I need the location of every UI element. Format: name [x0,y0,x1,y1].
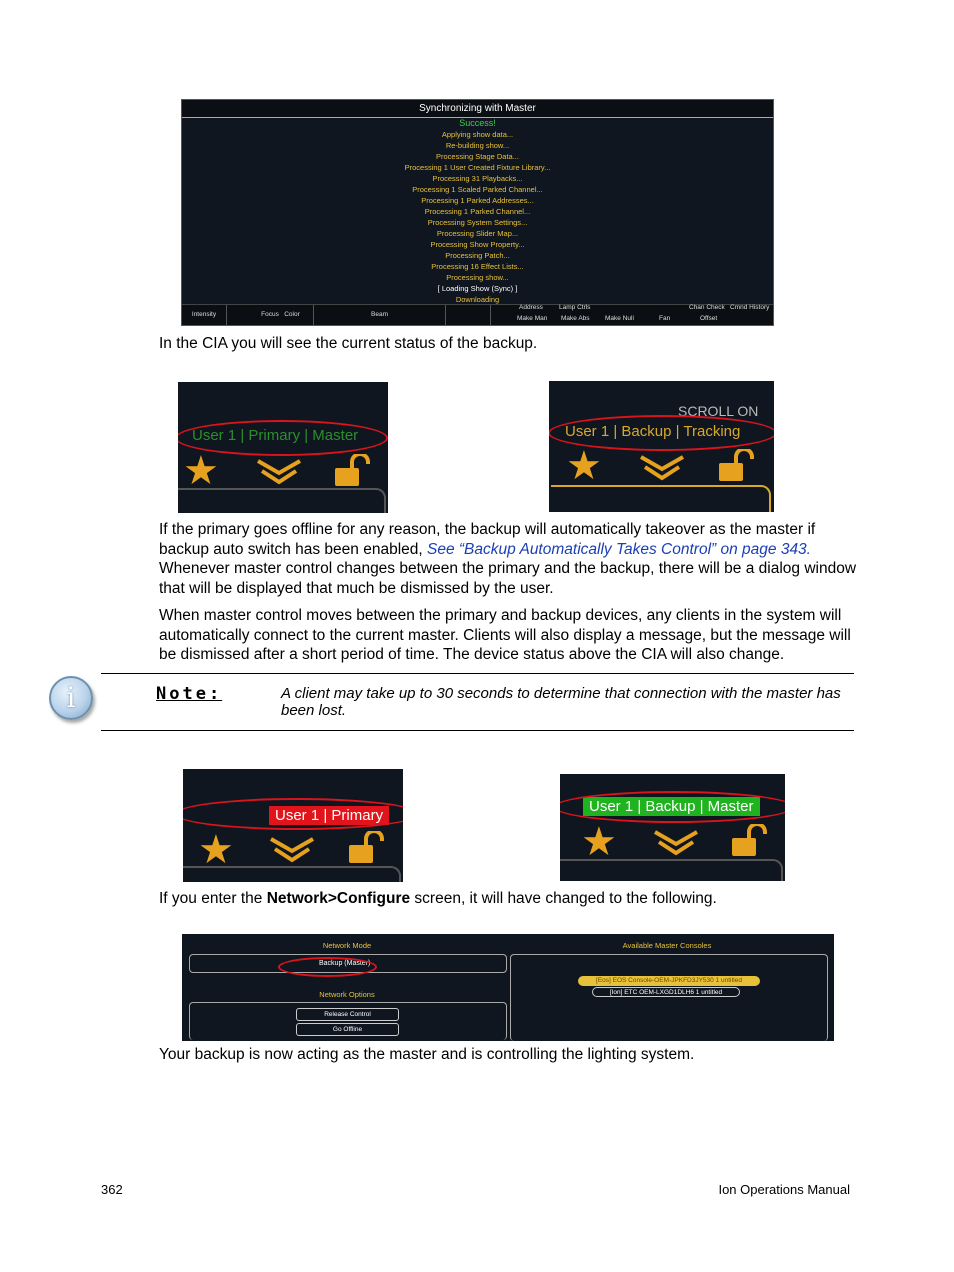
note-bottom-rule [101,730,854,731]
chevron-down-icon[interactable] [269,835,315,865]
highlight-oval [278,957,377,977]
sync-line: Processing 1 Parked Addresses... [421,196,534,205]
softkey-lamp-ctrls[interactable]: Lamp Ctrls [559,304,591,311]
cia-primary-after-panel [183,769,403,882]
sync-line: Processing System Settings... [427,218,528,227]
release-control-button[interactable]: Release Control [296,1008,399,1021]
para-text: Whenever master control changes between the primary and the backup, there will be a dialog window that will be displayed that much be dismissed by the user. [159,560,857,597]
sync-line: Re-building show... [445,141,510,150]
softkey-blank[interactable] [446,305,491,325]
scroll-on-indicator: SCROLL ON [678,403,759,419]
network-mode-label: Network Mode [322,941,372,950]
paragraph-network-configure [159,889,859,909]
star-icon[interactable]: ★ [566,444,602,488]
softkey-make-abs[interactable]: Make Abs [561,315,590,322]
highlight-oval [560,791,785,823]
softkey-color[interactable]: Color [271,305,314,325]
cia-frame [560,859,783,881]
network-mode-value: Backup (Master) [319,960,371,967]
go-offline-button[interactable]: Go Offline [296,1023,399,1036]
cia-frame [183,866,401,882]
sync-line: Processing 31 Playbacks... [432,174,523,183]
sync-line: Processing show... [446,273,509,282]
sync-line: Processing Show Property... [430,240,525,249]
sync-window-title: Synchronizing with Master [182,100,773,118]
sync-line: Processing Stage Data... [436,152,519,161]
unlock-icon[interactable] [717,449,759,483]
chevron-down-icon[interactable] [256,457,302,487]
note-text: A client may take up to 30 seconds to determine that connection with the master has been lost. [281,685,841,719]
cia-backup-status-panel [549,381,774,512]
sync-window-screenshot [181,99,774,326]
sync-line: Applying show data... [441,130,514,139]
chevron-down-icon[interactable] [653,828,699,858]
cia-status-text: User 1 | Backup | Tracking [565,423,741,440]
console-item-selected[interactable]: [Eos] EOS Console-OEM-JPKFD3JY530 1 untitled [578,976,760,986]
unlock-icon[interactable] [333,454,375,488]
softkey-intensity[interactable]: Intensity [182,305,227,325]
network-configure-screenshot [182,934,834,1041]
sync-bottom-bar [182,304,773,325]
softkey-offset[interactable]: Offset [700,315,718,322]
manual-title: Ion Operations Manual [718,1182,850,1197]
network-options-label: Network Options [319,990,375,999]
cross-reference-link[interactable]: See “Backup Automatically Takes Control” on page 343. [427,540,811,558]
highlight-oval [183,798,403,830]
paragraph-primary-offline [159,520,859,598]
cia-status-text: User 1 | Backup | Master [583,797,760,816]
sync-line: Processing Slider Map... [436,229,519,238]
sync-line: Success! [459,118,496,128]
page-number: 362 [101,1182,123,1197]
unlock-icon[interactable] [347,831,389,865]
softkey-make-man[interactable]: Make Man [517,315,548,322]
chevron-down-icon[interactable] [639,453,685,483]
sync-line: Processing 1 User Created Fixture Library... [404,163,551,172]
menu-path: Network>Configure [266,890,411,907]
softkey-focus[interactable]: Focus [227,305,314,325]
para-text: screen, it will have changed to the following. [410,890,717,907]
cia-status-text: User 1 | Primary | Master [192,427,359,444]
star-icon[interactable]: ★ [581,820,617,864]
star-icon[interactable]: ★ [198,828,234,872]
softkey-make-null[interactable]: Make Null [605,315,634,322]
note-top-rule [101,673,854,674]
para-text: If the primary goes offline for any reason, the backup will automatically takeover as the master if backup auto switch has been enabled, [159,521,816,558]
sync-line: Processing 1 Scaled Parked Channel... [412,185,543,194]
sync-line: Processing 1 Parked Channel... [424,207,531,216]
paragraph-master-control: When master control moves between the primary and backup devices, any clients in the system will automatically connect to the current master. Clients will also display a message, but the message will be dismissed after a short period of time. The device status above the CIA will also change. [159,607,851,663]
info-icon: i [49,676,93,720]
softkey-chan-check[interactable]: Chan Check [689,304,725,311]
para-text: If you enter the [159,890,267,907]
paragraph-cia-status: In the CIA you will see the current status of the backup. [159,335,538,352]
cia-backup-after-panel [560,774,785,881]
cia-frame [551,485,771,512]
sync-line: Processing 16 Effect Lists... [431,262,524,271]
softkey-fan[interactable]: Fan [659,315,671,322]
available-consoles-label: Available Master Consoles [622,941,712,950]
paragraph-backup-master: Your backup is now acting as the master and is controlling the lighting system. [159,1046,695,1063]
sync-status-lines [182,118,773,305]
star-icon[interactable]: ★ [183,449,219,493]
cia-status-text: User 1 | Primary [269,806,389,825]
cia-frame [178,488,386,513]
sync-line: Processing Patch... [445,251,510,260]
softkey-address[interactable]: Address [519,304,543,311]
unlock-icon[interactable] [730,824,772,858]
cia-primary-status-panel [178,382,388,513]
sync-line: [ Loading Show (Sync) ] [437,284,518,293]
softkey-beam[interactable]: Beam [314,305,446,325]
softkey-cmnd-history[interactable]: Cmnd History [730,304,770,311]
console-item[interactable]: [Ion] ETC OEM-LXGD1DLH6 1 untitled [592,987,740,997]
note-label: Note: [156,684,223,704]
sync-line: Downloading [455,295,500,304]
